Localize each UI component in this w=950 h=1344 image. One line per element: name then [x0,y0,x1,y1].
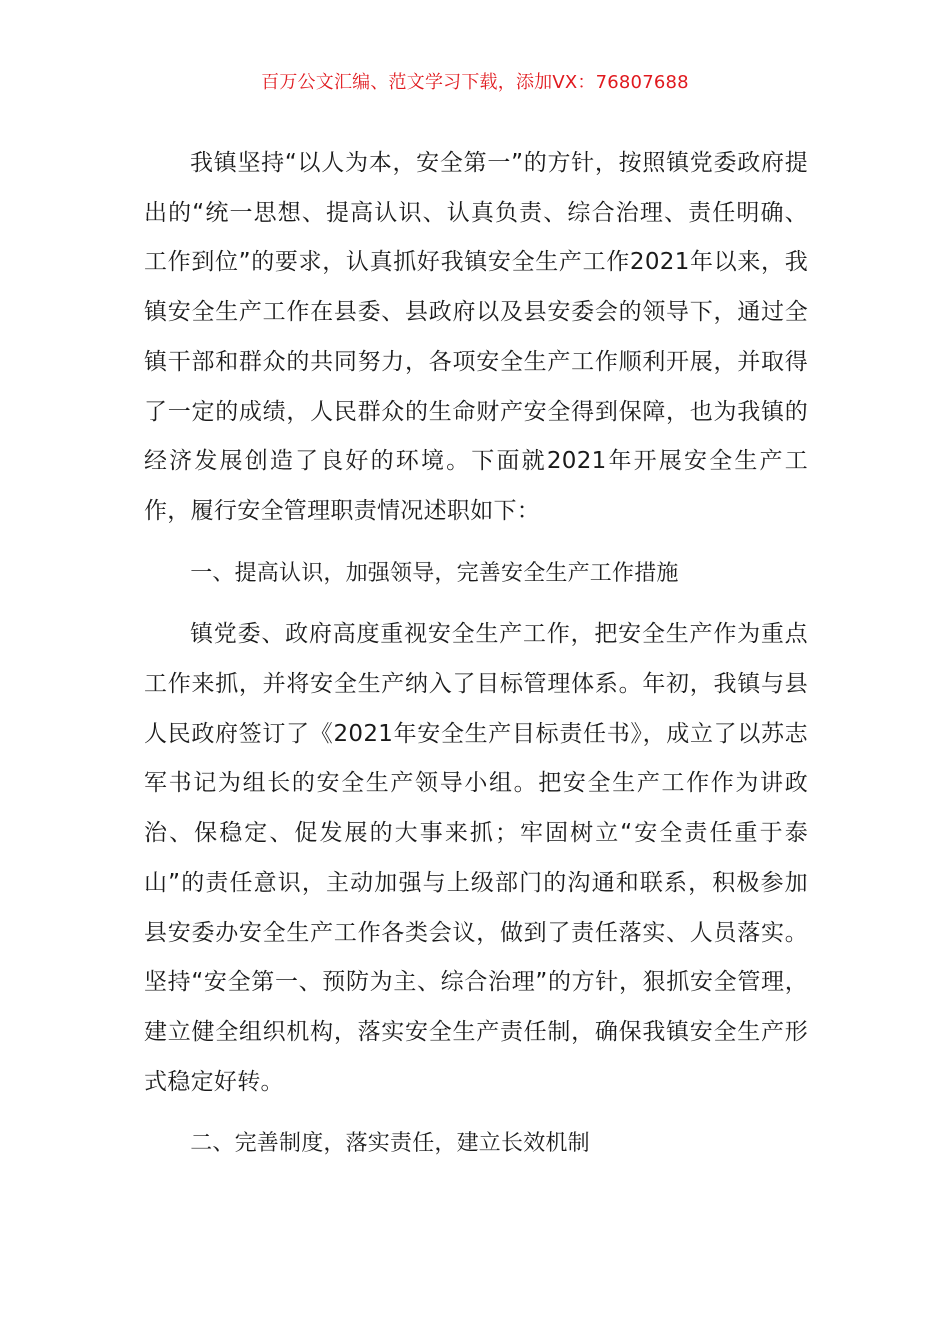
intro-paragraph: 我镇坚持“以人为本，安全第一”的方针，按照镇党委政府提出的“统一思想、提高认识、认真负责、综合治理、责任明确、工作到位”的要求，认真抓好我镇安全生产工作2021年以来，我镇安全生产工作在县委、县政府以及县安委会的领导下，通过全镇干部和群众的共同努力，各项安全生产工作顺利开展，并取得了一定的成绩，人民群众的生命财产安全得到保障，也为我镇的经济发展创造了良好的环境。下面就2021年开展安全生产工作，履行安全管理职责情况述职如下： [144,150,808,524]
document-body [144,139,808,1169]
section-heading-1: 一、提高认识，加强领导，完善安全生产工作措施 [190,560,679,586]
section-paragraph-1: 镇党委、政府高度重视安全生产工作，把安全生产作为重点工作来抓，并将安全生产纳入了目标管理体系。年初，我镇与县人民政府签订了《2021年安全生产目标责任书》，成立了以苏志军书记为组长的安全生产领导小组。把安全生产工作作为讲政治、保稳定、促发展的大事来抓；牢固树立“安全责任重于泰山”的责任意识，主动加强与上级部门的沟通和联系，积极参加县安委办安全生产工作各类会议，做到了责任落实、人员落实。坚持“安全第一、预防为主、综合治理”的方针，狠抓安全管理，建立健全组织机构，落实安全生产责任制，确保我镇安全生产形式稳定好转。 [144,621,808,1095]
promo-banner: 百万公文汇编、范文学习下载，添加VX：76807688 [261,72,689,93]
section-heading-2: 二、完善制度，落实责任，建立长效机制 [190,1131,590,1157]
